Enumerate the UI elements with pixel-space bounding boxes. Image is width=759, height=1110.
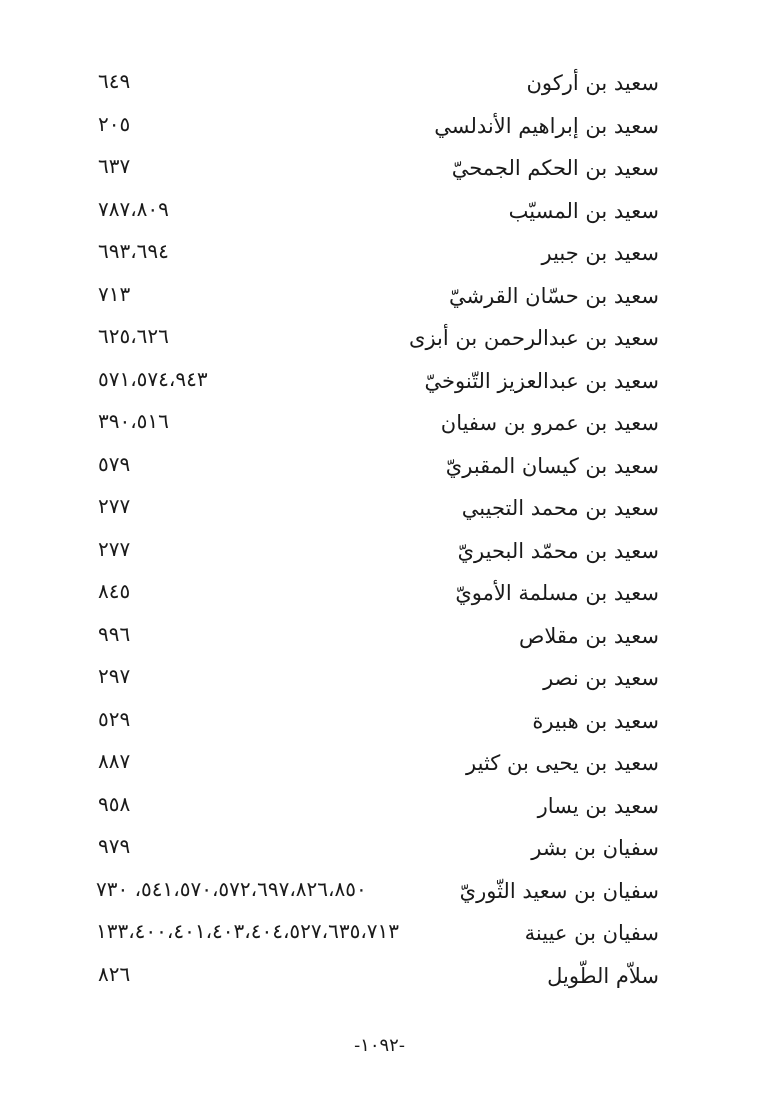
entry-name: سعيد بن كيسان المقبريّ (445, 453, 659, 478)
index-entry (0, 656, 759, 699)
entry-pages: ٦٣٧ (98, 154, 131, 178)
index-entry (0, 316, 759, 359)
entry-name: سعيد بن الحكم الجمحيّ (451, 156, 659, 180)
index-entry (0, 529, 759, 572)
index-entry (0, 869, 759, 912)
index-entry (0, 784, 759, 827)
entry-pages: ٥٧١،٥٧٤،٩٤٣ (98, 366, 208, 391)
entry-name: سعيد بن المسيّب (508, 198, 659, 223)
index-entry (0, 699, 759, 742)
entry-pages: ٩٥٨ (98, 791, 131, 816)
entry-name: سعيد بن عبدالعزيز التّنوخيّ (424, 368, 659, 393)
entry-pages: ٥٢٩ (98, 706, 131, 731)
index-entry (0, 61, 759, 104)
index-entry (0, 146, 759, 189)
entry-name: سعيد بن نصر (543, 666, 659, 690)
entry-name: سعيد بن محمد التجيبي (461, 496, 659, 520)
entry-name: سعيد بن محمّد البحيريّ (457, 538, 659, 563)
entry-pages: ٥٧٩ (98, 451, 131, 476)
entry-pages: ٢٧٧ (98, 536, 131, 561)
index-entry (0, 359, 759, 402)
entry-pages: ٩٩٦ (98, 621, 131, 646)
index-entry (0, 401, 759, 444)
index-entry (0, 826, 759, 869)
entry-pages: ٦٢٥،٦٢٦ (98, 324, 169, 348)
index-entry (0, 189, 759, 232)
entry-pages: ٨٤٥ (98, 579, 131, 603)
entry-name: سفيان بن عيينة (524, 921, 659, 945)
entry-name: سعيد بن عبدالرحمن بن أبزى (409, 326, 659, 350)
index-entry (0, 104, 759, 147)
entry-pages: ٩٧٩ (98, 834, 131, 858)
entry-name: سعيد بن حسّان القرشيّ (448, 283, 659, 308)
index-entry (0, 231, 759, 274)
entry-name: سعيد بن جبير (541, 241, 659, 265)
entry-pages: ٧٨٧،٨٠٩ (98, 196, 169, 221)
entry-pages: ٦٤٩ (98, 69, 131, 93)
index-entry (0, 571, 759, 614)
index-entry (0, 741, 759, 784)
entry-pages: ٨٨٧ (98, 749, 131, 773)
index-entry (0, 911, 759, 954)
entry-pages: ٧١٣ (98, 281, 131, 306)
entry-name: سلاّم الطّويل (547, 963, 659, 988)
entry-name: سعيد بن مقلاص (518, 623, 659, 648)
entry-name: سفيان بن بشر (531, 836, 659, 860)
index-entry (0, 444, 759, 487)
entry-pages: ٦٩٣،٦٩٤ (98, 239, 169, 263)
entry-pages: ٣٩٠،٥١٦ (98, 409, 169, 433)
index-entry (0, 614, 759, 657)
index-entry (0, 486, 759, 529)
entry-name: سعيد بن عمرو بن سفيان (440, 411, 659, 435)
entry-name: سعيد بن إبراهيم الأندلسي (434, 113, 659, 138)
index-entries (0, 61, 759, 996)
index-entry (0, 274, 759, 317)
entry-pages: ٥٤١،٥٧٠،٥٧٢،٦٩٧،٨٢٦،٨٥٠، ٧٣٠ (96, 876, 367, 901)
entry-name: سفيان بن سعيد الثّوريّ (459, 878, 659, 903)
entry-pages: ٨٢٦ (98, 961, 131, 986)
entry-pages: ٢٧٧ (98, 494, 131, 518)
page-number: -١٠٩٢- (354, 1035, 405, 1056)
entry-pages: ٢٠٥ (98, 111, 131, 136)
entry-name: سعيد بن يسار (537, 793, 659, 818)
entry-pages: ١٣٣،٤٠٠،٤٠١،٤٠٣،٤٠٤،٥٢٧،٦٣٥،٧١٣ (96, 919, 399, 943)
entry-name: سعيد بن هبيرة (532, 708, 659, 733)
entry-name: سعيد بن مسلمة الأمويّ (455, 581, 659, 605)
index-entry (0, 954, 759, 997)
entry-pages: ٢٩٧ (98, 664, 131, 688)
entry-name: سعيد بن أركون (526, 71, 659, 95)
entry-name: سعيد بن يحيى بن كثير (466, 751, 659, 775)
